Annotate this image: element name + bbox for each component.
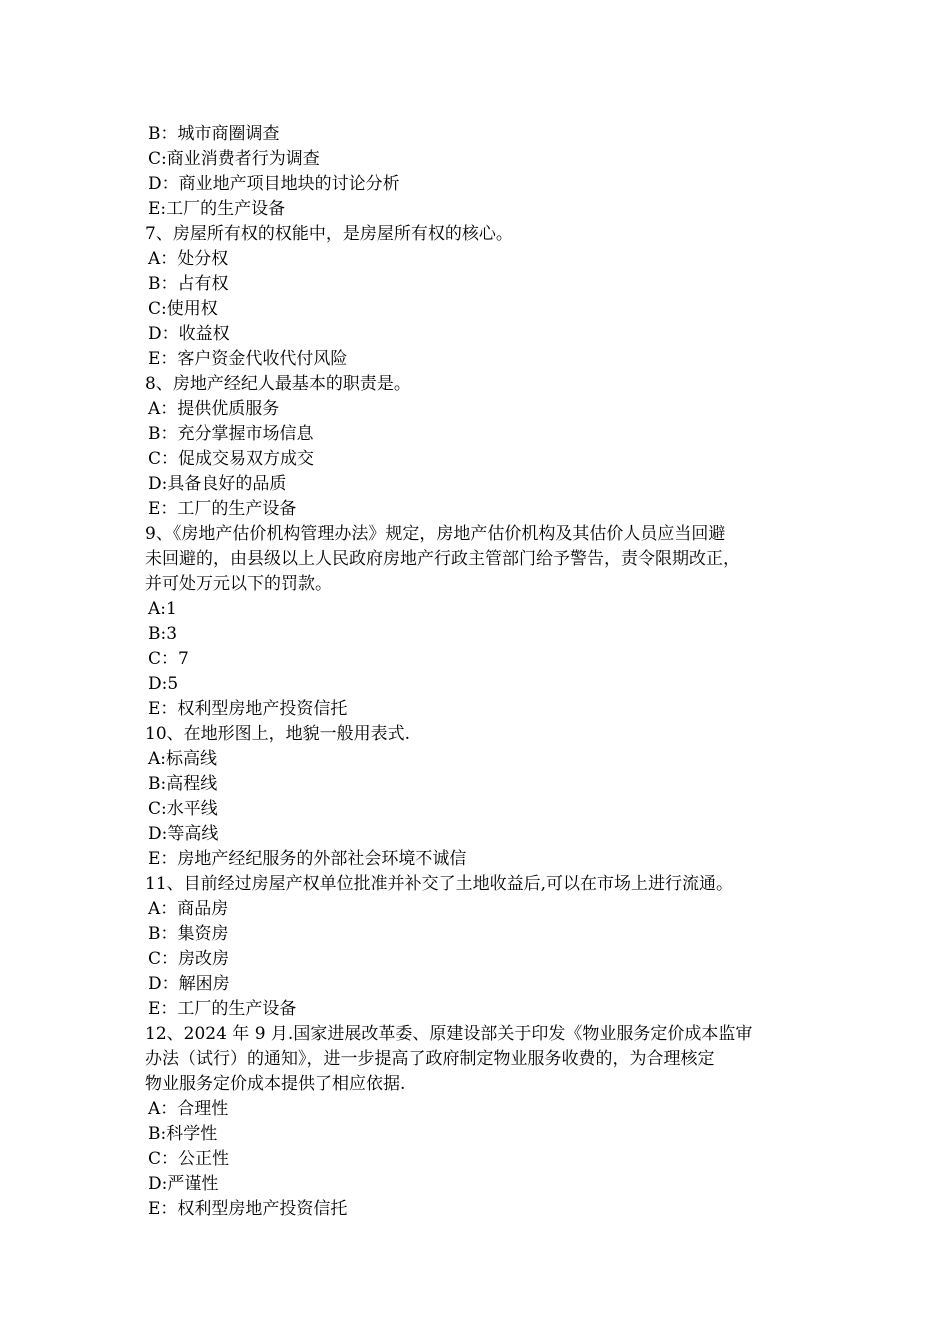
question-9-stem-line-3: 并可处万元以下的罚款。 <box>145 574 332 594</box>
question-12-stem-line-2: 办法（试行）的通知》，进一步提高了政府制定物业服务收费的，为合理核定 <box>145 1049 715 1069</box>
question-9-stem-line-2: 未回避的，由县级以上人民政府房地产行政主管部门给予警告，责令限期改正， <box>145 549 740 569</box>
question-11-option-b: B：集资房 <box>148 924 229 944</box>
question-11-option-a: A：商品房 <box>148 899 229 919</box>
option-d: D：商业地产项目地块的讨论分析 <box>148 174 400 194</box>
option-b: B：城市商圈调查 <box>148 124 280 144</box>
question-7-option-a: A：处分权 <box>148 249 229 269</box>
question-9-option-e: E：权利型房地产投资信托 <box>148 699 348 719</box>
question-9-option-a: A:1 <box>148 599 177 619</box>
question-8-option-a: A：提供优质服务 <box>148 399 280 419</box>
question-8-option-b: B：充分掌握市场信息 <box>148 424 314 444</box>
question-7-stem: 7、房屋所有权的权能中，是房屋所有权的核心。 <box>145 224 513 244</box>
question-9-option-c: C：7 <box>148 649 189 669</box>
question-11-stem: 11、目前经过房屋产权单位批准并补交了土地收益后,可以在市场上进行流通。 <box>145 874 734 894</box>
question-8-option-c: C：促成交易双方成交 <box>148 449 315 469</box>
question-12-option-d: D:严谨性 <box>148 1174 219 1194</box>
question-8-option-e: E：工厂的生产设备 <box>148 499 297 519</box>
question-9-stem-line-1: 9、《房地产估价机构管理办法》规定，房地产估价机构及其估价人员应当回避 <box>145 524 726 544</box>
document-page <box>145 122 813 1222</box>
option-e: E:工厂的生产设备 <box>148 199 286 219</box>
question-8-option-d: D:具备良好的品质 <box>148 474 287 494</box>
question-7-option-c: C:使用权 <box>148 299 218 319</box>
question-7-option-d: D：收益权 <box>148 324 230 344</box>
question-7-option-e: E：客户资金代收代付风险 <box>148 349 348 369</box>
question-11-option-c: C：房改房 <box>148 949 230 969</box>
question-10-option-a: A:标高线 <box>148 749 218 769</box>
question-11-option-e: E：工厂的生产设备 <box>148 999 297 1019</box>
question-12-stem-line-3: 物业服务定价成本提供了相应依据. <box>145 1074 406 1094</box>
question-8-stem: 8、房地产经纪人最基本的职责是。 <box>145 374 411 394</box>
question-12-stem-line-1: 12、2024 年 9 月.国家进展改革委、原建设部关于印发《物业服务定价成本监审 <box>145 1024 753 1044</box>
question-7-option-b: B：占有权 <box>148 274 229 294</box>
question-10-option-e: E：房地产经纪服务的外部社会环境不诚信 <box>148 849 467 869</box>
question-11-option-d: D：解困房 <box>148 974 230 994</box>
question-12-option-e: E：权利型房地产投资信托 <box>148 1199 348 1219</box>
question-12-option-c: C：公正性 <box>148 1149 230 1169</box>
question-9-option-b: B:3 <box>148 624 178 644</box>
question-10-option-d: D:等高线 <box>148 824 219 844</box>
question-12-option-a: A：合理性 <box>148 1099 229 1119</box>
option-c: C:商业消费者行为调查 <box>148 149 320 169</box>
question-10-stem: 10、在地形图上，地貌一般用表式. <box>145 724 411 744</box>
question-9-option-d: D:5 <box>148 674 179 694</box>
question-10-option-c: C:水平线 <box>148 799 218 819</box>
question-12-option-b: B:科学性 <box>148 1124 218 1144</box>
question-10-option-b: B:高程线 <box>148 774 218 794</box>
